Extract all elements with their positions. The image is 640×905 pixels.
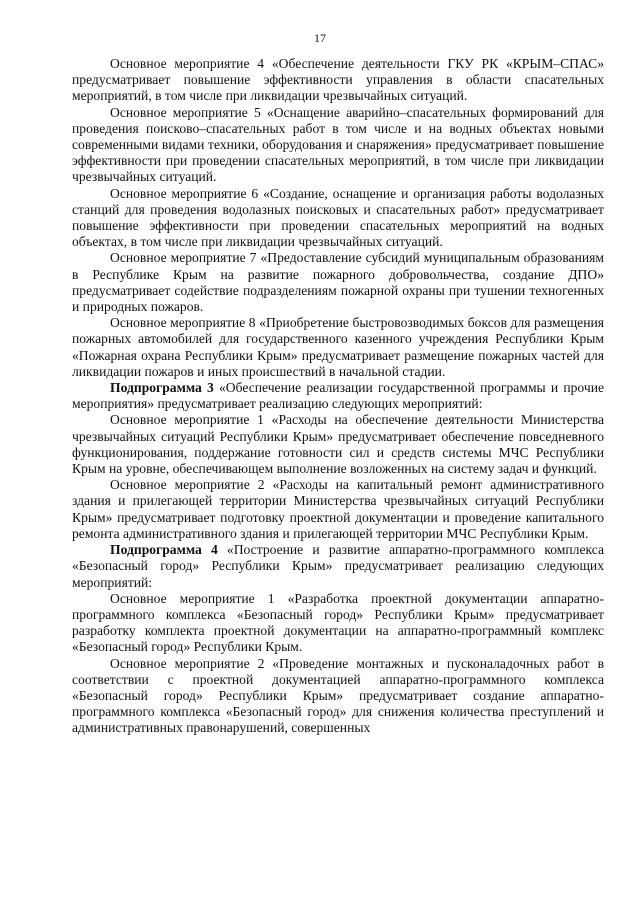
- subprogram-heading: Подпрограмма 4: [110, 542, 218, 558]
- paragraph-6: Подпрограмма 3 «Обеспечение реализации государственной программы и прочие мероприятия» предусматривает реализацию следующих мероприятий:: [72, 380, 605, 412]
- page-number: 17: [314, 31, 326, 45]
- paragraph-11: Основное мероприятие 2 «Проведение монтажных и пусконаладочных работ в соответствии с проектной документацией аппаратно-программного комплекса «Безопасный город» Республики Крым» предусматривает создание аппаратно-программного комплекса «Безопасный город» для снижения количества преступлений и административных правонарушений, совершенных: [72, 655, 604, 736]
- paragraph-7: Основное мероприятие 1 «Расходы на обеспечение деятельности Министерства чрезвычайных ситуаций Республики Крым» предусматривает обеспечение повседневного функционирования, поддержание готовности сил и средств системы МЧС Республики Крым на уровне, обеспечивающем выполнение возложенных на систему задач и функций.: [72, 412, 604, 477]
- paragraph-5: Основное мероприятие 8 «Приобретение быстровозводимых боксов для размещения пожарных автомобилей для государственного казенного учреждения Республики Крым «Пожарная охрана Республики Крым» предусматривает размещение пожарных частей для ликвидации пожаров и иных происшествий в начальной стадии.: [72, 315, 604, 379]
- paragraph-10: Основное мероприятие 1 «Разработка проектной документации аппаратно-программного комплекса «Безопасный город» Республики Крым» предусматривает разработку комплекта проектной документации на аппаратно-программный комплекс «Безопасный город» Республики Крым.: [72, 590, 604, 655]
- paragraph-2: Основное мероприятие 5 «Оснащение аварийно–спасательных формирований для проведения поисково–спасательных работ в том числе и на водных объектах новыми современными видами техники, оборудования и снаряжения» предусматривает повышение эффективности при проведении спасательных мероприятий, в том числе при ликвидации чрезвычайных ситуаций.: [72, 104, 604, 185]
- paragraph-1: Основное мероприятие 4 «Обеспечение деятельности ГКУ РК «КРЫМ–СПАС» предусматривает повышение эффективности управления в области спасательных мероприятий, в том числе при ликвидации чрезвычайных ситуаций.: [72, 56, 604, 104]
- paragraph-9: Подпрограмма 4 «Построение и развитие аппаратно-программного комплекса «Безопасный город» Республики Крым» предусматривает реализацию следующих мероприятий:: [72, 542, 604, 590]
- subprogram-heading: Подпрограмма 3: [110, 380, 214, 396]
- paragraph-4: Основное мероприятие 7 «Предоставление субсидий муниципальным образованиям в Республике Крым на развитие пожарного добровольчества, создание ДПО» предусматривает содействие подразделениям пожарной охраны при тушении техногенных и природных пожаров.: [72, 250, 604, 315]
- document-body: [72, 56, 604, 737]
- paragraph-8: Основное мероприятие 2 «Расходы на капитальный ремонт административного здания и прилегающей территории Министерства чрезвычайных ситуаций Республики Крым» предусматривает подготовку проектной документации и проведение капитального ремонта административного здания и прилегающей территории МЧС Республики Крым.: [72, 477, 604, 541]
- paragraph-3: Основное мероприятие 6 «Создание, оснащение и организация работы водолазных станций для проведения водолазных поисковых и спасательных работ» предусматривает повышение эффективности при проведении спасательных мероприятий на водных объектах, в том числе при ликвидации чрезвычайных ситуаций.: [72, 185, 604, 250]
